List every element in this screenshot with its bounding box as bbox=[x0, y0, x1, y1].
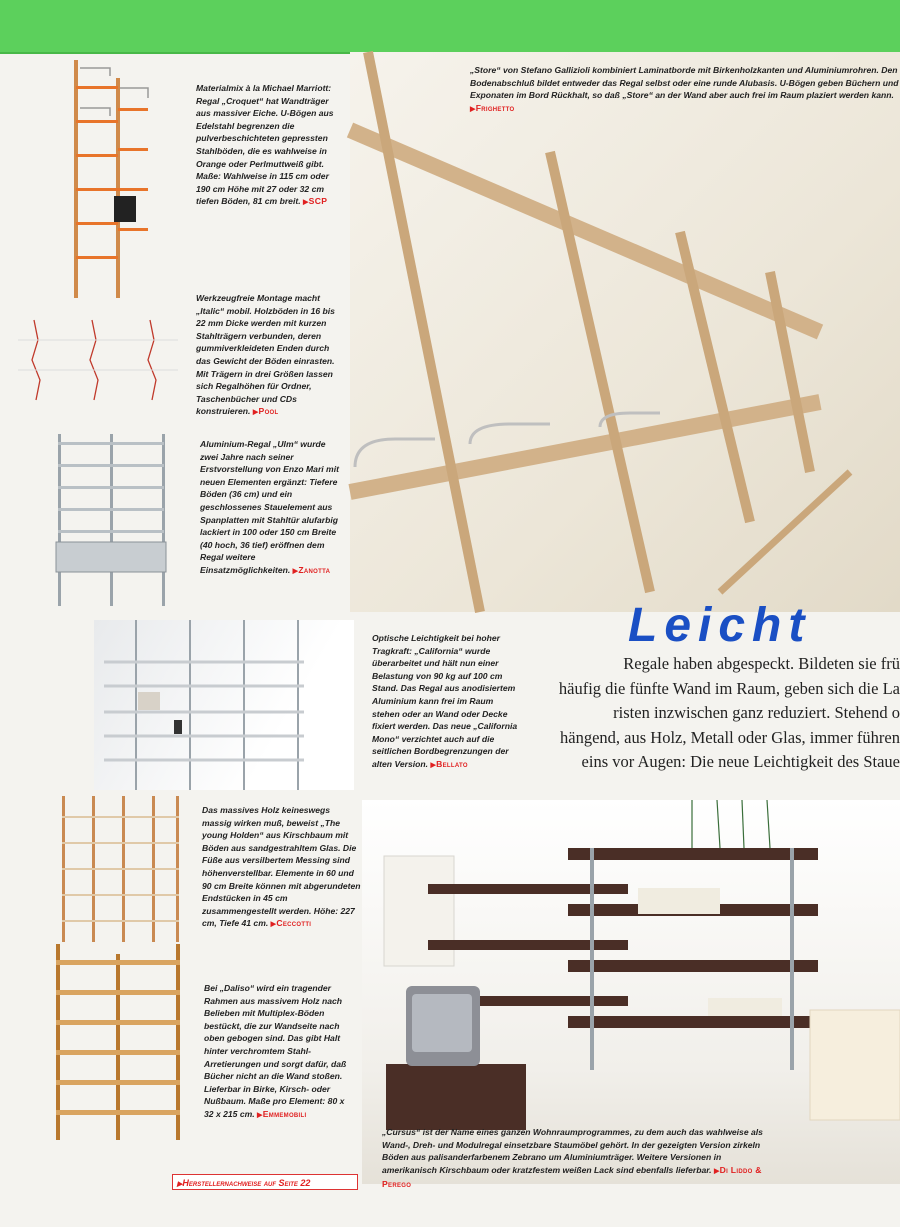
brand-zanotta: ▶ Zanotta bbox=[293, 565, 331, 575]
photo-store-hero bbox=[350, 52, 900, 612]
brand-bellato: ▶ Bellato bbox=[430, 759, 467, 769]
photo-holden-shelf bbox=[58, 796, 182, 942]
caption-store-text: „Store“ von Stefano Gallizioli kombiniert Laminatborde mit Birkenholzkanten und Aluminiumrohren. Den Bodenabschluß bildet entweder das Regal selbst oder eine runde Alubasis. U-Bögen geben Büchern und Exponaten im Bord Rückhalt, so daß „Store“ an der Wand aber auch frei im Raum plaziert werden kann. bbox=[470, 65, 899, 101]
intro-line-4: hängend, aus Holz, Metall oder Glas, immer führen bbox=[560, 727, 900, 747]
caption-holden-text: Das massives Holz keineswegs massig wirken muß, beweist „The young Holden“ aus Kirschbaum mit Böden aus sandgestrahltem Glas. Die Füße aus versilbertem Messing sind höhenverstellbar. Elemente in 60 und 90 cm Breite können mit abgerundeten Endstücken in 45 cm zusammengestellt werden. Höhe: 227 cm, Tiefe 41 cm. bbox=[202, 805, 361, 929]
caption-daliso-text: Bei „Daliso“ wird ein tragender Rahmen aus massivem Holz nach Belieben mit Multiplex-Böden bestückt, die zur Wandseite nach oben gebogen sind. Das gibt Halt hinter verchromtem Stahl-Arretierungen und sorgt dafür, daß Bücher nicht an die Wand stoßen. Lieferbar in Birke, Kirsch- oder Nußbaum. Maße pro Element: 80 x 32 x 215 cm. bbox=[204, 983, 347, 1119]
caption-croquet bbox=[196, 82, 342, 210]
caption-italic-text: Werkzeugfreie Montage macht „Italic“ mobil. Holzböden in 16 bis 22 mm Dicke werden mit kurzen Stahlträgern verbunden, deren gummiverkleideten Enden durch das Gewicht der Böden einrasten. Mit Trägern in drei Größen lassen sich Regalhöhen für Ordner, Taschenbücher und CDs konstruieren. bbox=[196, 293, 335, 417]
caption-holden bbox=[202, 804, 362, 932]
intro-line-2: häufig die fünfte Wand im Raum, geben sich die La bbox=[558, 678, 900, 698]
footer-manufacturer-reference: ▶ Herstellernachweise auf Seite 22 bbox=[172, 1174, 358, 1190]
photo-croquet-shelf bbox=[60, 58, 160, 300]
intro-line-5: eins vor Augen: Die neue Leichtigkeit des Staue bbox=[581, 752, 900, 771]
caption-croquet-text: Materialmix à la Michael Marriott: Regal „Croquet“ hat Wandträger aus massiver Eiche. U-Bögen aus Edelstahl begrenzen die pulverbeschichteten gepressten Stahlböden, die es wahlweise in Orange oder Perlmuttweiß gibt. Maße: Wahlweise in 115 cm oder 190 cm Höhe mit 27 oder 32 cm tiefen Böden, 81 cm breit. bbox=[196, 83, 334, 207]
photo-ulm-shelf bbox=[54, 434, 170, 606]
photo-daliso-shelf bbox=[52, 944, 182, 1140]
brand-pool: ▶ Pool bbox=[253, 406, 279, 416]
caption-daliso bbox=[204, 982, 354, 1123]
caption-cursus bbox=[382, 1126, 772, 1191]
photo-italic-shelf bbox=[18, 310, 178, 408]
photo-california-shelf bbox=[94, 620, 354, 790]
caption-ulm-text: Aluminium-Regal „Ulm“ wurde zwei Jahre nach seiner Erstvorstellung von Enzo Mari mit neuen Elementen ergänzt: Tiefere Böden (36 cm) und ein geschlossenes Stauelement aus Spanplatten mit Stahltür alufarbig lackiert in 100 oder 150 cm Breite (40 hoch, 36 tief) eröffnen dem Regal weitere Einsatzmöglichkeiten. bbox=[200, 439, 339, 575]
caption-cursus-text: „Cursus“ ist der Name eines ganzen Wohnraumprogrammes, zu dem auch das wahlweise als Wand-, Dreh- und Modulregal einsetzbare Staumöbel gehört. In der gezeigten Version zirkeln Böden aus palisanderfarbenem Zebrano um Aluminiumträger. Weitere Versionen in amerikanisch Kirschbaum oder kratzfestem weißen Lack sind ebenfalls lieferbar. bbox=[382, 1127, 763, 1175]
intro-line-1: Regale haben abgespeckt. Bildeten sie frü bbox=[623, 654, 900, 673]
caption-italic bbox=[196, 292, 346, 420]
brand-di-liddo-perego: ▶ Di Liddo & Perego bbox=[382, 1165, 762, 1190]
brand-emmemobili: ▶ Emmemobili bbox=[257, 1109, 306, 1119]
brand-ceccotti: ▶ Ceccotti bbox=[271, 918, 312, 928]
brand-scp: ▶ SCP bbox=[303, 196, 327, 206]
intro-text bbox=[540, 652, 900, 775]
caption-california bbox=[372, 632, 522, 773]
brand-frighetto: ▶ Frighetto bbox=[470, 103, 515, 113]
headline: Leicht bbox=[628, 599, 812, 652]
caption-ulm bbox=[200, 438, 346, 579]
intro-line-3: risten inzwischen ganz reduziert. Stehend o bbox=[613, 703, 900, 722]
caption-california-text: Optische Leichtigkeit bei hoher Tragkraft: „California“ wurde überarbeitet und hält nun einer Belastung von 90 kg auf 100 cm Stand. Das Regal aus anodisiertem Aluminium kann frei im Raum stehen oder an Wand oder Decke fixiert werden. Das neue „California Mono“ verzichtet auch auf die seitlichen Bordbegrenzungen der alten Version. bbox=[372, 633, 518, 769]
caption-store bbox=[470, 64, 900, 113]
green-top-band bbox=[0, 0, 900, 54]
